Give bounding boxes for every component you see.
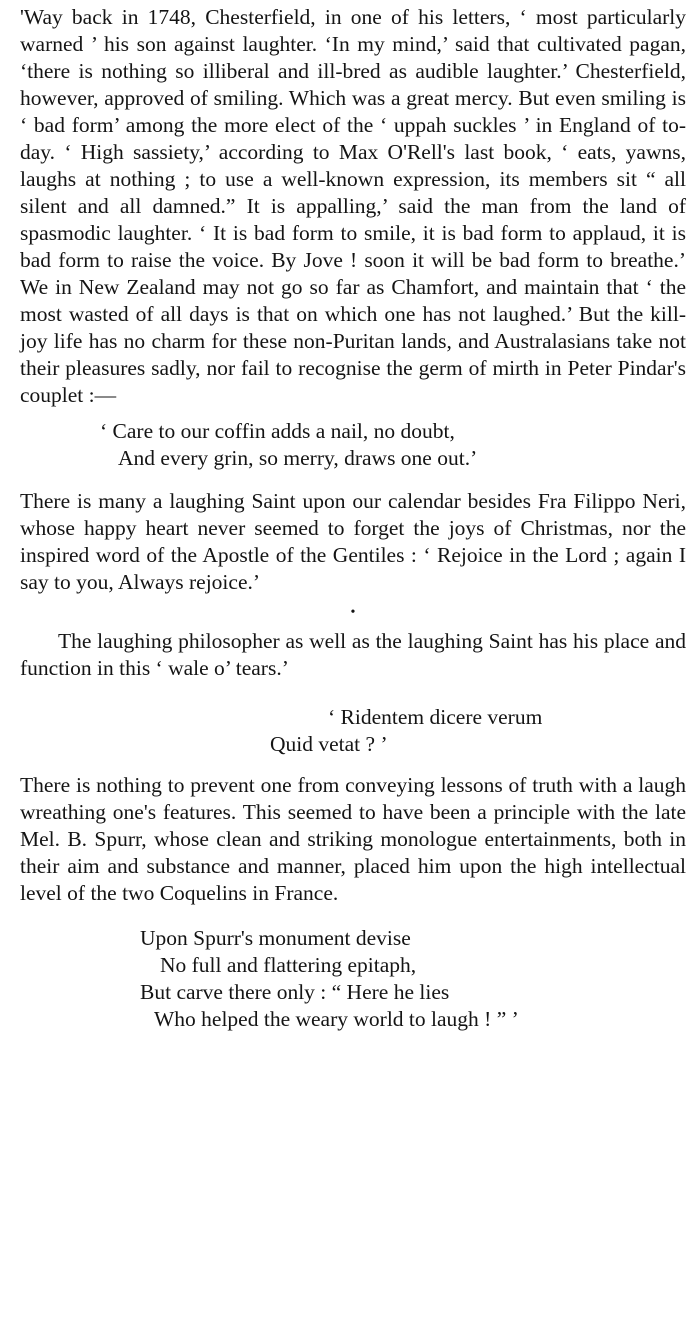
paragraph-laughing-philosopher: The laughing philosopher as well as the laughing Saint has his place and function in this ‘ wale o’ tears.’ [20, 629, 686, 680]
verse-line: But carve there only : “ Here he lies [140, 980, 450, 1004]
verse-line: ‘ Ridentem dicere verum [328, 705, 543, 729]
verse-line: Upon Spurr's monument devise [140, 926, 411, 950]
verse-line: No full and flattering epitaph, [160, 953, 417, 977]
verse-line: And every grin, so merry, draws one out.’ [118, 446, 478, 470]
section-divider-dot: • [350, 605, 356, 620]
verse-spurr-epitaph [140, 925, 686, 1033]
verse-line: Who helped the weary world to laugh ! ” ’ [154, 1007, 519, 1031]
verse-peter-pindar-couplet [100, 418, 686, 472]
paragraph-chesterfield: 'Way back in 1748, Chesterfield, in one of his letters, ‘ most particularly warned ’ his son against laughter. ‘In my mind,’ said that cultivated pagan, ‘there is nothing so illiberal and ill-bred as audible laughter.’ Chesterfield, however, approved of smiling. Which was a great mercy. But even smiling is ‘ bad form’ among the more elect of the ‘ uppah suckles ’ in England of to-day. ‘ High sassiety,’ according to Max O'Rell's last book, ‘ eats, yawns, laughs at nothing ; to use a well-known expression, its members sit “ all silent and all damned.” It is appalling,’ said the man from the land of spasmodic laughter. ‘ It is bad form to smile, it is bad form to applaud, it is bad form to raise the voice. By Jove ! soon it will be bad form to breathe.’ We in New Zealand may not go so far as Chamfort, and maintain that ‘ the most wasted of all days is that on which one has not laughed.’ But the kill-joy life has no charm for these non-Puritan lands, and Australasians take not their pleasures sadly, nor fail to recognise the germ of mirth in Peter Pindar's couplet :— [20, 5, 686, 407]
paragraph-mel-spurr: There is nothing to prevent one from conveying lessons of truth with a laugh wreathing one's features. This seemed to have been a principle with the late Mel. B. Spurr, whose clean and striking monologue entertainments, both in their aim and substance and manner, placed him upon the high intellectual level of the two Coquelins in France. [20, 773, 686, 905]
paragraph-laughing-saint: There is many a laughing Saint upon our calendar besides Fra Filippo Neri, whose happy heart never seemed to forget the joys of Christmas, nor the inspired word of the Apostle of the Gentiles : ‘ Rejoice in the Lord ; again I say to you, Always rejoice.’ [20, 489, 686, 594]
verse-latin-quotation [20, 704, 686, 758]
verse-line: Quid vetat ? ’ [270, 732, 388, 756]
verse-line: ‘ Care to our coffin adds a nail, no doubt, [100, 419, 455, 443]
